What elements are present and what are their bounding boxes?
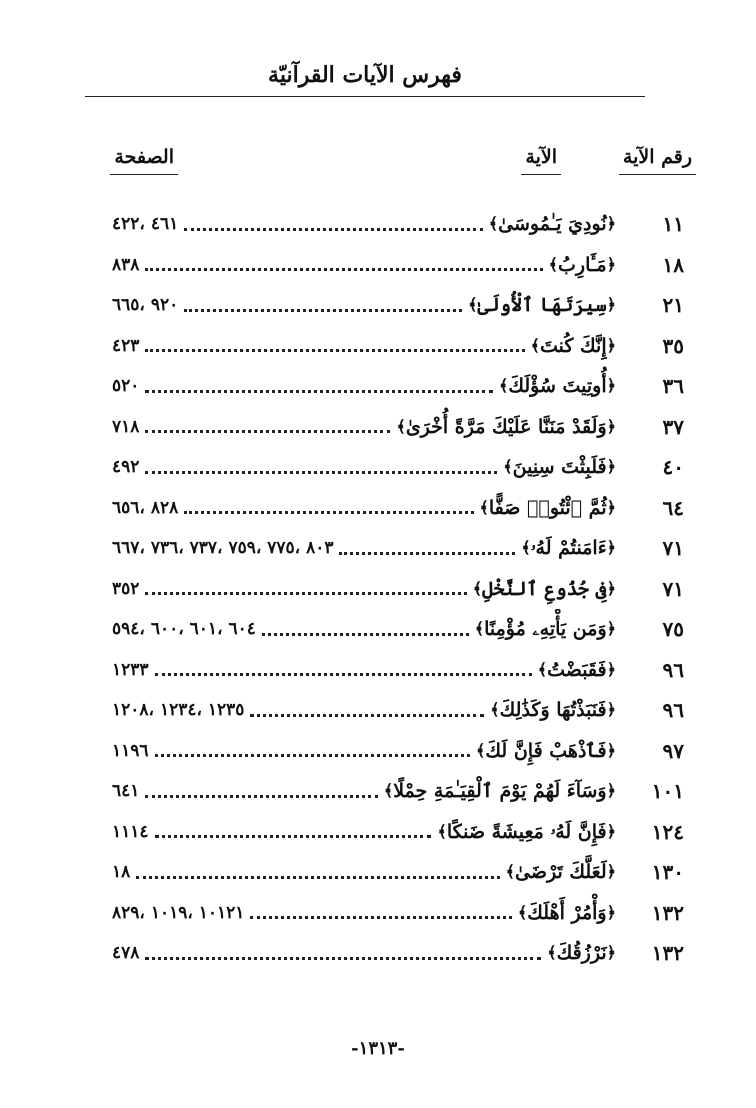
dot-leader [136, 876, 499, 879]
bracket-open: ﴿ [606, 902, 616, 922]
page-references: ٨٠٣ ،٧٧٥ ،٧٥٩ ،٧٣٧ ،٧٣٦ ،٦٦٧ [112, 538, 334, 558]
verse-number: ١٨ [662, 252, 684, 277]
page-references: ٤٩٢ [112, 457, 140, 477]
bracket-open: ﴿ [606, 943, 616, 962]
list-item [0, 488, 756, 528]
page-title: فهرس الآيات القرآنيّة [268, 62, 462, 88]
list-item [0, 609, 756, 649]
bracket-open: ﴿ [606, 335, 616, 355]
verse-entry [112, 650, 616, 690]
bracket-open: ﴿ [606, 740, 616, 760]
verse-text: فَلَبِثْتَ سِنِينَ [512, 456, 607, 478]
bracket-open: ﴿ [606, 376, 616, 395]
dot-leader [184, 511, 473, 514]
verse-text: ثُمَّ ٱئْتُوا۟ صَفًّا [488, 496, 607, 519]
bracket-close: ﴾ [472, 578, 483, 598]
verse-text: وَأْمُرْ أَهْلَكَ [527, 901, 607, 924]
page-references: ٤٦١ ،٤٢٢ [112, 214, 179, 234]
dot-leader [250, 714, 484, 717]
bracket-close: ﴾ [548, 254, 559, 274]
dot-leader [145, 268, 542, 271]
bracket-close: ﴾ [437, 821, 447, 841]
bracket-close: ﴾ [476, 740, 486, 760]
list-item [0, 690, 756, 730]
list-item [0, 771, 756, 811]
page-references: ١٢٣٣ [112, 659, 149, 680]
verse-text: فَٱذْهَبْ فَإِنَّ لَكَ [485, 739, 607, 762]
verse-number: ٧١ [662, 576, 684, 601]
bracket-close: ﴾ [503, 457, 513, 476]
verse-text: فِى جُذُوعِ ٱلنَّخْلِ [482, 577, 607, 600]
page-references: ١١١٤ [112, 821, 149, 842]
verse-number: ٣٥ [662, 333, 684, 358]
list-item [0, 812, 756, 852]
page-references: ٩٢٠ ،٦٦٥ [112, 295, 179, 315]
dot-leader [155, 835, 432, 838]
list-item [0, 285, 756, 325]
verse-number: ١٣٢ [651, 941, 684, 965]
column-headers [0, 140, 756, 184]
bracket-open: ﴿ [606, 416, 616, 436]
dot-leader [339, 552, 515, 555]
page-references: ٤٧٨ [112, 943, 140, 963]
verse-entry [112, 893, 616, 933]
list-item [0, 933, 756, 973]
page-references: ٦٠٤ ،٦٠١ ،٦٠٠ ،٥٩٤ [112, 619, 256, 639]
bracket-close: ﴾ [521, 538, 531, 557]
page-references: ١٨ [112, 862, 131, 882]
dot-leader [250, 916, 512, 919]
bracket-close: ﴾ [530, 335, 540, 355]
verse-number: ٩٧ [662, 738, 684, 763]
verse-number: ١٣٠ [651, 860, 684, 884]
dot-leader [145, 349, 524, 352]
bracket-close: ﴾ [505, 862, 515, 881]
bracket-open: ﴿ [606, 214, 616, 233]
bracket-close: ﴾ [498, 376, 509, 395]
list-item [0, 326, 756, 366]
page-references: ٣٥٢ [112, 578, 140, 599]
verse-entry [112, 407, 616, 447]
verse-text: فَنَبَذْتُهَا وَكَذَٰلِكَ [499, 699, 607, 721]
bracket-close: ﴾ [490, 700, 500, 719]
list-item [0, 650, 756, 690]
verse-text: نُودِيَ يَـٰمُوسَىٰ [498, 213, 607, 235]
verse-entry [112, 852, 616, 892]
dot-leader [155, 673, 532, 676]
list-item [0, 245, 756, 285]
verse-entry [112, 609, 616, 649]
bracket-close: ﴾ [474, 619, 485, 638]
verse-text: وَمَن يَأْتِهِۦ مُؤْمِنًا [484, 618, 607, 640]
verse-entry [112, 326, 616, 366]
dot-leader [145, 430, 390, 433]
verse-text: أُوتِيتَ سُؤْلَكَ [508, 375, 607, 397]
page-references: ٧١٨ [112, 416, 140, 437]
verse-entry [112, 488, 616, 528]
dot-leader [145, 592, 466, 595]
verse-entry [112, 771, 616, 811]
bracket-open: ﴿ [606, 821, 616, 841]
list-item [0, 569, 756, 609]
verse-entry [112, 447, 616, 487]
bracket-close: ﴾ [517, 902, 528, 922]
verse-number: ٣٦ [662, 374, 684, 398]
bracket-close: ﴾ [396, 416, 406, 436]
page-references: ٦٤١ [112, 781, 140, 801]
verse-entry [112, 366, 616, 406]
verse-text: نَرْزُقُكَ [556, 942, 607, 964]
bracket-open: ﴿ [606, 295, 616, 314]
verse-entry [112, 528, 616, 568]
list-item [0, 204, 756, 244]
verse-number: ١٢٤ [651, 819, 684, 844]
dot-leader [155, 754, 471, 757]
dot-leader [145, 957, 541, 960]
column-header-verse-number: رقم الآية [619, 140, 696, 175]
verse-text: وَسَآءَ لَهُمْ يَوْمَ ٱلْقِيَـٰمَةِ حِمْلًا [393, 780, 607, 802]
bracket-open: ﴿ [606, 700, 616, 719]
dot-leader [145, 390, 493, 393]
list-item [0, 852, 756, 892]
bracket-open: ﴿ [606, 254, 616, 274]
verse-number: ٣٧ [662, 414, 684, 439]
verse-entry [112, 690, 616, 730]
verse-number: ١٠١ [651, 779, 684, 803]
verse-number: ٧١ [662, 536, 684, 560]
bracket-open: ﴿ [606, 538, 616, 557]
list-item [0, 528, 756, 568]
verse-number: ٤٠ [662, 455, 684, 479]
bracket-open: ﴿ [606, 781, 616, 800]
page-references: ١٠١٢١ ،١٠١٩ ،٨٢٩ [112, 902, 245, 923]
verse-text: فَقَبَضْتُ [547, 658, 607, 681]
bracket-open: ﴿ [606, 497, 616, 517]
bracket-close: ﴾ [537, 659, 548, 679]
page-references: ٤٢٣ [112, 335, 140, 356]
verse-entry [112, 245, 616, 285]
verse-text: لَعَلَّكَ تَرْضَىٰ [515, 861, 607, 883]
verse-number: ٩٦ [662, 657, 684, 682]
verse-number: ٧٥ [662, 617, 684, 641]
page-references: ٨٣٨ [112, 254, 140, 275]
bracket-close: ﴾ [468, 295, 478, 314]
page-number: -١٣١٣- [351, 1038, 405, 1059]
bracket-open: ﴿ [606, 619, 616, 638]
dot-leader [184, 228, 483, 231]
verse-entry [112, 204, 616, 244]
verse-number: ١٣٢ [651, 900, 684, 925]
page-references: ٨٢٨ ،٦٥٦ [112, 497, 179, 518]
list-item [0, 447, 756, 487]
bracket-close: ﴾ [479, 497, 489, 517]
column-header-page: الصفحة [110, 140, 178, 175]
dot-leader [145, 471, 497, 474]
list-item [0, 731, 756, 771]
page-references: ٥٢٠ [112, 376, 140, 396]
bracket-close: ﴾ [488, 214, 499, 233]
page-header [85, 58, 645, 97]
column-header-verse: الآية [521, 140, 561, 175]
bracket-open: ﴿ [606, 578, 616, 598]
bracket-open: ﴿ [606, 659, 616, 679]
verse-text: مَـَٔارِبُ [558, 253, 607, 276]
verse-entry [112, 285, 616, 325]
verse-text: فَإِنَّ لَهُۥ مَعِيشَةً ضَنكًا [446, 820, 607, 843]
dot-leader [145, 795, 377, 798]
bracket-close: ﴾ [383, 781, 394, 800]
verse-text: ءَامَنتُمْ لَهُۥ [530, 537, 607, 559]
page-references: ١٢٣٥ ،١٢٣٤ ،١٢٠٨ [112, 700, 245, 720]
verse-text: وَلَقَدْ مَنَنَّا عَلَيْكَ مَرَّةً أُخْرَىٰ [405, 415, 607, 438]
verse-text: سِيرَتَهَا ٱلْأُولَىٰ [477, 294, 607, 316]
verse-number: ١١ [662, 212, 684, 236]
verse-entry [112, 812, 616, 852]
list-item [0, 407, 756, 447]
list-item [0, 893, 756, 933]
verse-entry [112, 569, 616, 609]
dot-leader [262, 633, 469, 636]
verse-entry [112, 731, 616, 771]
verse-entry [112, 933, 616, 973]
list-item [0, 366, 756, 406]
verse-text: إِنَّكَ كُنتَ [539, 334, 607, 357]
verse-number: ٩٦ [662, 698, 684, 722]
page-references: ١١٩٦ [112, 740, 149, 761]
dot-leader [184, 309, 462, 312]
verse-number: ٦٤ [662, 495, 684, 520]
verse-number: ٢١ [662, 293, 684, 317]
bracket-open: ﴿ [606, 862, 616, 881]
bracket-close: ﴾ [547, 943, 557, 962]
bracket-open: ﴿ [606, 457, 616, 476]
